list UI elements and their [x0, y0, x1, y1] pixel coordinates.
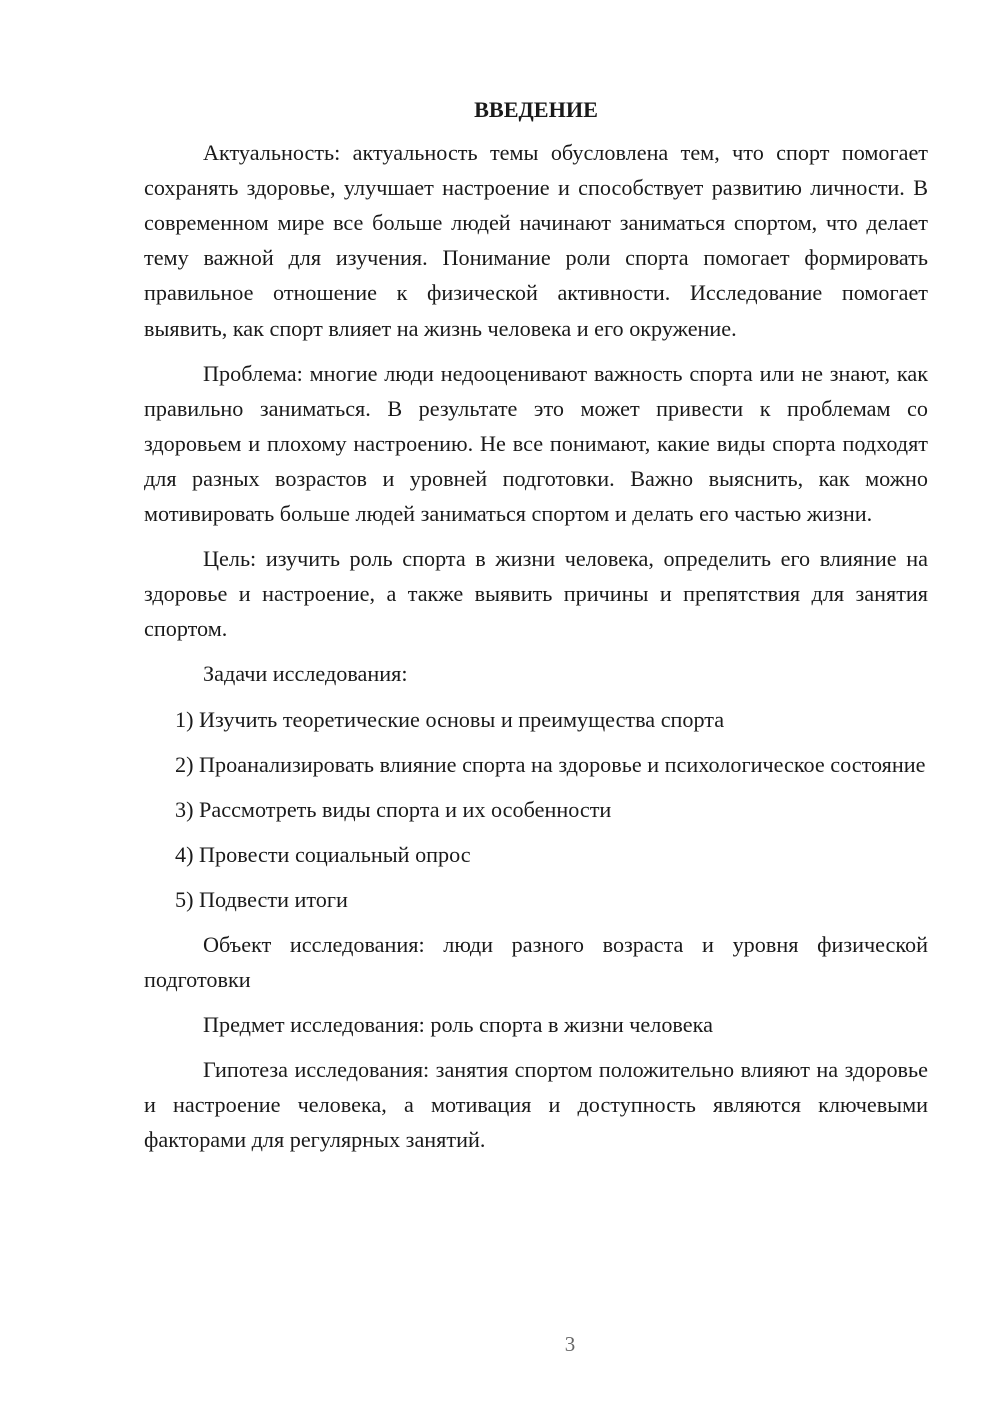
task-item-3: 3) Рассмотреть виды спорта и их особенности: [175, 796, 612, 822]
task-item-2: 2) Проанализировать влияние спорта на здоровье и психологическое состояние: [175, 751, 926, 777]
page-number: 3: [564, 1332, 576, 1356]
task-item-1: 1) Изучить теоретические основы и преимущества спорта: [175, 706, 725, 732]
document-page: [144, 92, 928, 1168]
task-item-5: 5) Подвести итоги: [175, 886, 348, 912]
problem-paragraph: Проблема: многие люди недооценивают важность спорта или не знают, как правильно заниматься. В результате это может привести к проблемам со здоровьем и плохому настроению. Не все понимают, какие виды спорта подходят для разных возрастов и уровней подготовки. Важно выяснить, как можно мотивировать больше людей заниматься спортом и делать его частью жизни.: [144, 360, 928, 527]
goal-paragraph: Цель: изучить роль спорта в жизни человека, определить его влияние на здоровье и настроение, а также выявить причины и препятствия для занятия спортом.: [144, 546, 928, 642]
relevance-paragraph: Актуальность: актуальность темы обусловлена тем, что спорт помогает сохранять здоровье, улучшает настроение и способствует развитию личности. В современном мире все больше людей начинают заниматься спортом, что делает тему важной для изучения. Понимание роли спорта помогает формировать правильное отношение к физической активности. Исследование помогает выявить, как спорт влияет на жизнь человека и его окружение.: [144, 140, 928, 341]
task-item-4: 4) Провести социальный опрос: [175, 841, 471, 867]
hypothesis-paragraph: Гипотеза исследования: занятия спортом положительно влияют на здоровье и настроение человека, а мотивация и доступность являются ключевыми факторами для регулярных занятий.: [144, 1057, 928, 1153]
subject-paragraph: Предмет исследования: роль спорта в жизни человека: [203, 1012, 713, 1038]
object-paragraph: Объект исследования: люди разного возраста и уровня физической подготовки: [144, 931, 928, 993]
tasks-heading: Задачи исследования:: [203, 661, 408, 687]
section-title: ВВЕДЕНИЕ: [474, 97, 598, 122]
